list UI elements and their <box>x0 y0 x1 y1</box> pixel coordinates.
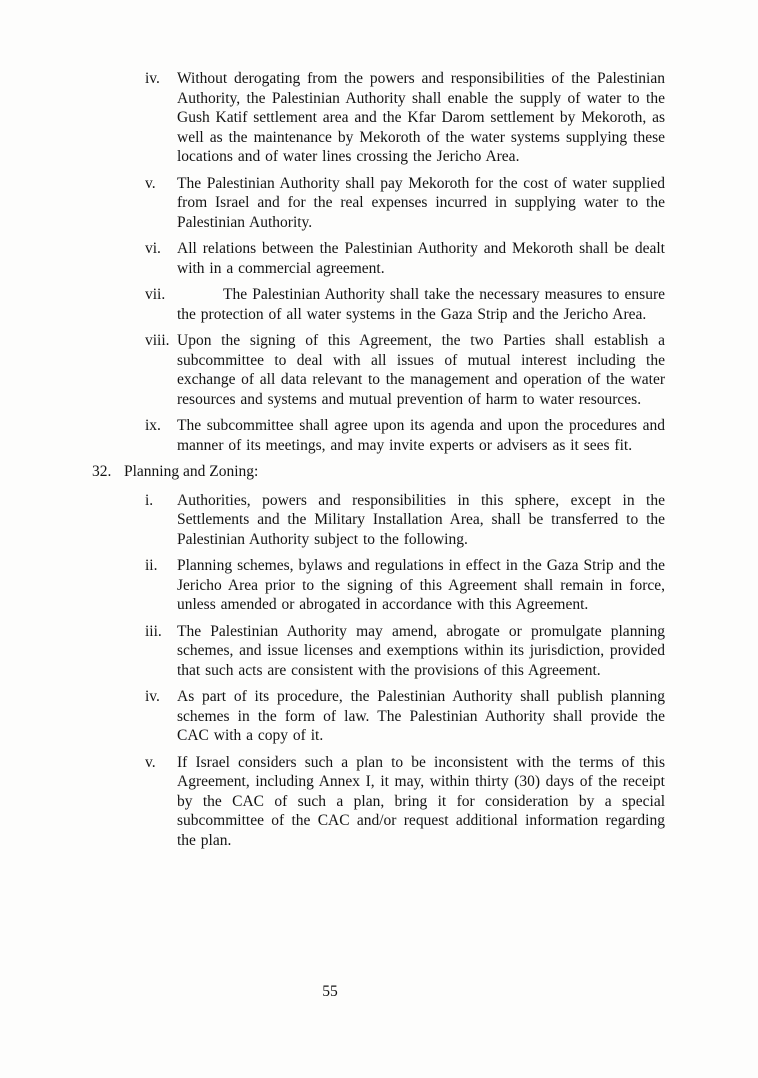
clause-water-vi <box>145 239 665 278</box>
clause-text: As part of its procedure, the Palestinian Authority shall publish planning schemes in the form of law. The Palestinian Authority shall provide the CAC with a copy of it. <box>177 688 665 744</box>
clause-numeral: ii. <box>145 557 158 574</box>
clause-planning-ii <box>145 556 665 615</box>
section-title: Planning and Zoning: <box>124 463 259 480</box>
clause-numeral: v. <box>145 753 156 771</box>
clause-planning-iv <box>145 687 665 746</box>
clause-water-v <box>145 174 665 233</box>
clause-numeral: iii. <box>145 622 162 640</box>
clause-water-viii <box>145 331 665 409</box>
clause-text: All relations between the Palestinian Authority and Mekoroth shall be dealt with in a commercial agreement. <box>177 240 665 277</box>
clause-text: Planning schemes, bylaws and regulations in effect in the Gaza Strip and the Jericho Area prior to the signing of this Agreement shall remain in force, unless amended or abrogated in accordance with this Agreement. <box>177 557 665 613</box>
clause-text: Without derogating from the powers and responsibilities of the Palestinian Authority, the Palestinian Authority shall enable the supply of water to the Gush Katif settlement area and the Kfar Darom settlement by Mekoroth, as well as the maintenance by Mekoroth of the water systems supplying these locations and of water lines crossing the Jericho Area. <box>177 70 665 165</box>
section-heading-planning-and-zoning <box>92 462 665 482</box>
section-number: 32. <box>92 463 112 480</box>
clause-water-vii <box>145 285 665 324</box>
clause-planning-i <box>145 491 665 550</box>
clause-text: Upon the signing of this Agreement, the two Parties shall establish a subcommittee to deal with all issues of mutual interest including the exchange of all data relevant to the management and operation of the water resources and systems and mutual prevention of harm to water resources. <box>177 332 665 408</box>
clause-numeral: vii. <box>145 286 166 303</box>
clause-text: If Israel considers such a plan to be inconsistent with the terms of this Agreement, including Annex I, it may, within thirty (30) days of the receipt by the CAC of such a plan, bring it for consideration by a special subcommittee of the CAC and/or request additional information regarding the plan. <box>177 753 665 849</box>
clause-numeral: v. <box>145 174 156 192</box>
clause-water-iv <box>145 69 665 167</box>
clause-numeral: ix. <box>145 417 161 434</box>
clause-planning-iii <box>145 622 665 681</box>
clause-text: The Palestinian Authority shall pay Mekoroth for the cost of water supplied from Israel and for the real expenses incurred in supplying water to the Palestinian Authority. <box>177 174 665 231</box>
document-content <box>92 69 665 857</box>
clause-numeral: i. <box>145 491 154 509</box>
page-number: 55 <box>322 983 338 1000</box>
clause-numeral: iv. <box>145 70 160 87</box>
clause-numeral: viii. <box>145 332 170 349</box>
clause-text: The subcommittee shall agree upon its agenda and upon the procedures and manner of its meetings, and may invite experts or advisers as it sees fit. <box>177 417 665 454</box>
clause-planning-v <box>145 753 665 851</box>
clause-text: The Palestinian Authority may amend, abrogate or promulgate planning schemes, and issue licenses and exemptions within its jurisdiction, provided that such acts are consistent with the provisions of this Agreement. <box>177 622 665 679</box>
clause-numeral: iv. <box>145 688 160 705</box>
clause-text: The Palestinian Authority shall take the necessary measures to ensure the protection of all water systems in the Gaza Strip and the Jericho Area. <box>177 286 665 323</box>
clause-numeral: vi. <box>145 240 161 257</box>
clause-text: Authorities, powers and responsibilities in this sphere, except in the Settlements and the Military Installation Area, shall be transferred to the Palestinian Authority subject to the following. <box>177 491 665 548</box>
clause-water-ix <box>145 416 665 455</box>
